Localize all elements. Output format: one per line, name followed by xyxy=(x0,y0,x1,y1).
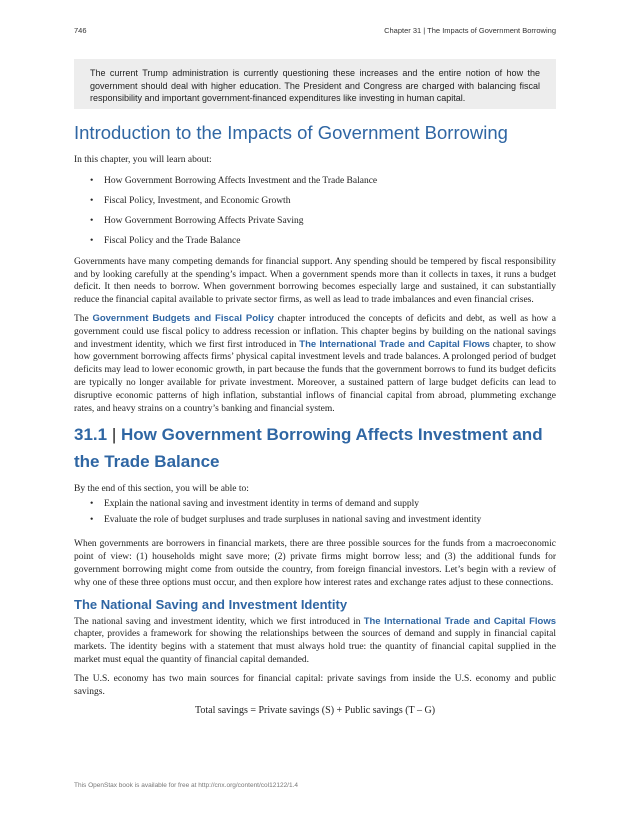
list-item: • How Government Borrowing Affects Private Saving xyxy=(90,215,556,228)
text-run: The national saving and investment identity, which we first introduced in xyxy=(74,616,364,627)
link-international-trade[interactable]: The International Trade and Capital Flows xyxy=(299,338,490,350)
running-chapter-title: Chapter 31 | The Impacts of Government Borrowing xyxy=(384,26,556,35)
intro-lead: In this chapter, you will learn about: xyxy=(74,155,212,165)
page-number: 746 xyxy=(74,26,87,35)
text-run: chapter, provides a framework for showing the relationships between the sources of demand and supply in financial capital markets. The identity begins with a statement that must always hold true: the quantity of financial capital supplied in the market must equal the quantity of financial capital demanded. xyxy=(74,629,556,665)
list-item: • How Government Borrowing Affects Investment and the Trade Balance xyxy=(90,175,556,188)
list-item: • Fiscal Policy and the Trade Balance xyxy=(90,235,556,248)
savings-equation: Total savings = Private savings (S) + Public savings (T – G) xyxy=(194,705,436,717)
feature-box xyxy=(74,59,556,109)
page-header xyxy=(74,26,556,38)
objectives-lead: By the end of this section, you will be able to: xyxy=(74,484,249,495)
main-content xyxy=(74,120,556,718)
text-run: chapter introduced the concepts of deficits and debt, as well as how a government could use fiscal policy to address recession or inflation. This chapter begins by building on the national savings and investment identity, which we first first introduced in xyxy=(74,314,556,350)
section-number: 31.1 xyxy=(74,425,108,445)
subsection-heading: The National Saving and Investment Identity xyxy=(74,596,348,612)
section-title: How Government Borrowing Affects Investment and the Trade Balance xyxy=(74,425,543,472)
intro-paragraph-2 xyxy=(74,313,556,415)
link-government-budgets[interactable]: Government Budgets and Fiscal Policy xyxy=(92,313,274,325)
section-separator: | xyxy=(111,425,117,445)
subsection-paragraph-1 xyxy=(74,616,556,667)
learning-objectives-list xyxy=(90,498,556,526)
chapter-intro-heading: Introduction to the Impacts of Government Borrowing xyxy=(74,122,508,143)
list-item: • Evaluate the role of budget surpluses and trade surpluses in national saving and investment identity xyxy=(90,514,556,527)
section-paragraph-1: When governments are borrowers in financial markets, there are three possible sources for the funds from a macroeconomic point of view: (1) households might save more; (2) private firms might borrow less; and (3) the additional funds for government borrowing might come from outside the country, from foreign financial investors. Let’s begin with a review of why one of these three options must occur, and then explore how interest rates and exchange rates adjust to these connections. xyxy=(74,539,556,588)
text-run: The xyxy=(74,314,93,325)
subsection-paragraph-2: The U.S. economy has two main sources for financial capital: private savings from inside the U.S. economy and public savings. xyxy=(74,673,556,697)
page-footer: This OpenStax book is available for free at http://cnx.org/content/col12122/1.4 xyxy=(74,782,299,789)
intro-topic-list xyxy=(90,175,556,248)
list-item: • Explain the national saving and investment identity in terms of demand and supply xyxy=(90,498,556,511)
text-run: chapter, to show how government borrowing affects firms’ physical capital investment levels and trade balances. A prolonged period of budget deficits may lead to lower economic growth, in part because the funds that the government borrows to fund its budget deficits are typically no longer available for private investment. Moreover, a sustained pattern of large budget deficits can lead to disruptive economic patterns of high inflation, substantial inflows of financial capital from abroad, plummeting exchange rates, and heavy strains on a country’s banking and financial system. xyxy=(74,339,556,414)
section-heading xyxy=(74,421,556,475)
list-item: • Fiscal Policy, Investment, and Economic Growth xyxy=(90,195,556,208)
feature-box-text: The current Trump administration is currently questioning these increases and the entire notion of how the government should deal with higher education. The President and Congress are charged with balancing fiscal responsibility and important government-financed expenditures like investing in human capital. xyxy=(90,68,540,103)
intro-paragraph-1: Governments have many competing demands for financial support. Any spending should be tempered by fiscal responsibility and by looking carefully at the spending’s impact. When a government spends more than it collects in taxes, it runs a budget deficit. It then needs to borrow. When government borrowing becomes especially large and sustained, it can substantially reduce the financial capital available to private sector firms, as well as lead to trade imbalances and even financial crises. xyxy=(74,256,556,306)
link-international-trade-2[interactable]: The International Trade and Capital Flows xyxy=(363,615,556,627)
